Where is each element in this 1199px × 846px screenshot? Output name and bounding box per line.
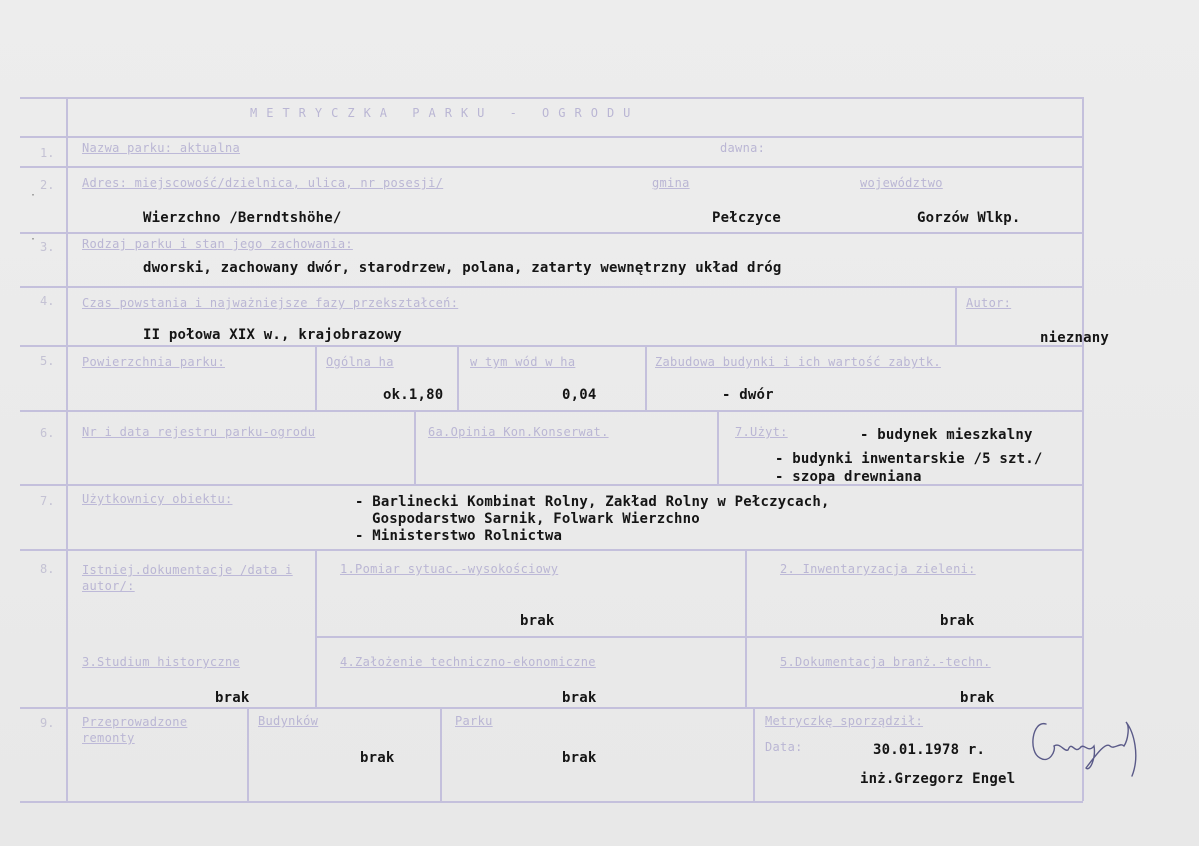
value-park-type: dworski, zachowany dwór, starodrzew, polana, zatarty wewnętrzny układ dróg	[143, 260, 782, 276]
row-number: 1.	[40, 146, 55, 160]
value-technical-assumptions: brak	[562, 690, 597, 706]
row-number: 8.	[40, 562, 55, 576]
label-former-name: dawna:	[720, 141, 766, 155]
value-owner-line: - Barlinecki Kombinat Rolny, Zakład Rolny w Pełczycach,	[355, 494, 830, 510]
value-buildings: - dwór	[722, 387, 774, 403]
handwritten-signature	[1010, 712, 1150, 784]
label-gmina: gmina	[652, 176, 690, 190]
value-renovated-buildings: brak	[360, 750, 395, 766]
label-greenery-inventory: 2. Inwentaryzacja zieleni:	[780, 562, 976, 576]
label-period: Czas powstania i najważniejsze fazy przekształceń:	[82, 296, 459, 310]
label-area-water: w tym wód w ha	[470, 355, 576, 369]
row-number: 2.	[40, 178, 55, 192]
label-survey: 1.Pomiar sytuac.-wysokościowy	[340, 562, 559, 576]
value-owner-line: Gospodarstwo Sarnik, Folwark Wierzchno	[372, 511, 700, 527]
row-number: 4.	[40, 294, 55, 308]
form-title: METRYCZKA PARKU - OGRODU	[250, 106, 640, 120]
label-area: Powierzchnia parku:	[82, 355, 225, 369]
value-wojewodztwo: Gorzów Wlkp.	[917, 210, 1021, 226]
label-register: Nr i data rejestru parku-ogrodu	[82, 425, 316, 439]
row-number: 9.	[40, 716, 55, 730]
label-date: Data:	[765, 740, 803, 754]
label-renovations: Przeprowadzone remonty	[82, 715, 188, 745]
value-area-water: 0,04	[562, 387, 597, 403]
value-author: nieznany	[1040, 330, 1110, 346]
label-renovated-park: Parku	[455, 714, 493, 728]
margin-mark: ·	[30, 190, 37, 201]
value-greenery-inventory: brak	[940, 613, 975, 629]
label-branch-documentation: 5.Dokumentacja branż.-techn.	[780, 655, 991, 669]
label-technical-assumptions: 4.Założenie techniczno-ekonomiczne	[340, 655, 596, 669]
label-compiled-by: Metryczkę sporządził:	[765, 714, 924, 728]
value-branch-documentation: brak	[960, 690, 995, 706]
label-author: Autor:	[966, 296, 1012, 310]
label-renovated-buildings: Budynków	[258, 714, 319, 728]
value-owner-line: - Ministerstwo Rolnictwa	[355, 528, 563, 544]
value-renovated-park: brak	[562, 750, 597, 766]
label-buildings: Zabudowa budynki i ich wartość zabytk.	[655, 355, 941, 369]
value-compiler: inż.Grzegorz Engel	[860, 771, 1016, 787]
label-use: 7.Użyt:	[735, 425, 788, 439]
value-period: II połowa XIX w., krajobrazowy	[143, 327, 402, 343]
value-gmina: Pełczyce	[712, 210, 782, 226]
value-date: 30.01.1978 r.	[873, 742, 986, 758]
row-number: 5.	[40, 354, 55, 368]
value-use-item: - budynek mieszkalny	[860, 427, 1033, 443]
label-wojewodztwo: województwo	[860, 176, 943, 190]
label-park-type: Rodzaj parku i stan jego zachowania:	[82, 237, 353, 251]
row-number: 6.	[40, 426, 55, 440]
label-area-total: Ogólna ha	[326, 355, 394, 369]
row-number: 3.	[40, 240, 55, 254]
label-park-name: Nazwa parku: aktualna	[82, 141, 241, 155]
value-historical-study: brak	[215, 690, 250, 706]
margin-mark: ·	[30, 234, 37, 245]
value-use-item: - szopa drewniana	[775, 469, 922, 485]
label-documentation: Istniej.dokumentacje /data i autor/:	[82, 563, 293, 593]
label-owners: Użytkownicy obiektu:	[82, 492, 233, 506]
value-area-total: ok.1,80	[383, 387, 444, 403]
value-use-item: - budynki inwentarskie /5 szt./	[775, 451, 1043, 467]
value-survey: brak	[520, 613, 555, 629]
row-number: 7.	[40, 494, 55, 508]
label-address: Adres: miejscowość/dzielnica, ulica, nr posesji/	[82, 176, 444, 190]
value-locality: Wierzchno /Berndtshöhe/	[143, 210, 342, 226]
label-conservator: 6a.Opinia Kon.Konserwat.	[428, 425, 609, 439]
label-historical-study: 3.Studium historyczne	[82, 655, 241, 669]
